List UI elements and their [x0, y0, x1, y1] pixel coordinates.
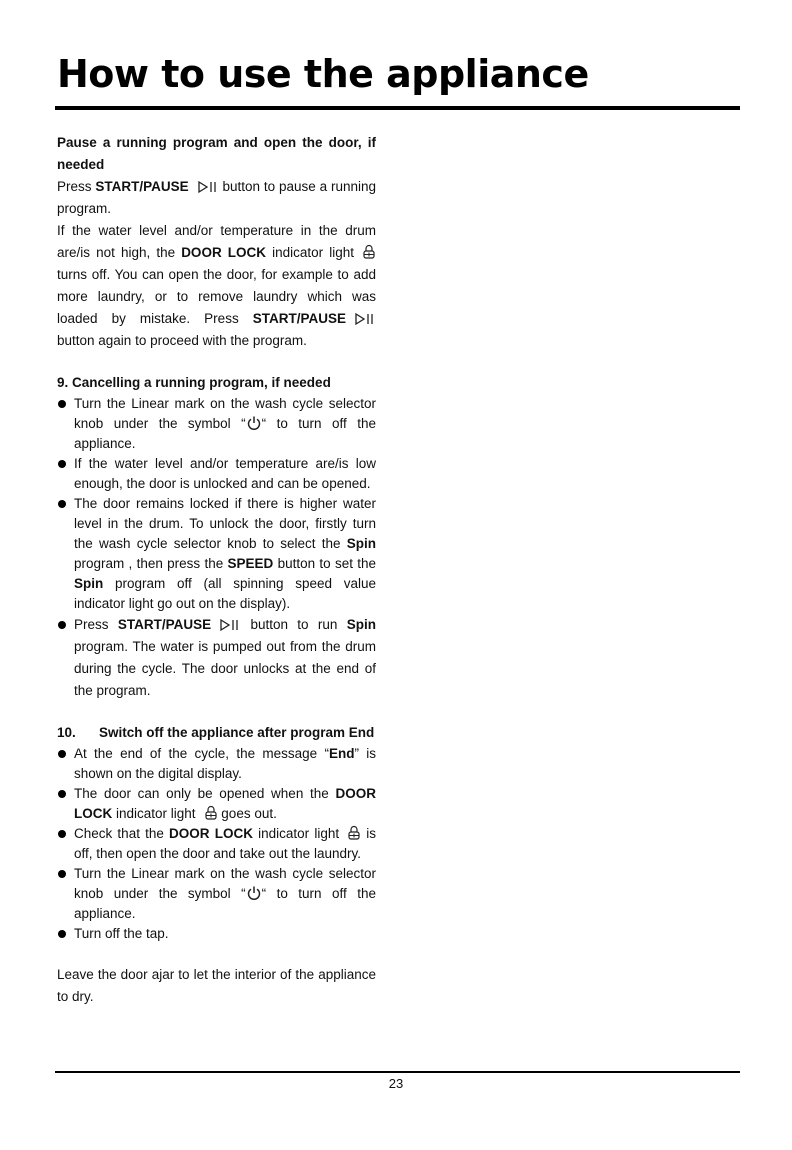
footer-divider [55, 1071, 740, 1073]
power-icon [246, 885, 262, 901]
list-item: Turn the Linear mark on the wash cycle selector knob under the symbol “ “ to turn off the appliance. [57, 864, 376, 924]
door-lock-icon [347, 825, 361, 841]
pause-paragraph-2: If the water level and/or temperature in the drum are/is not high, the DOOR LOCK indicator light turns off. You can open the door, for example to add more laundry, or to remove laundry which was loaded by mistake. Press START/PAUSE button again to proceed with the program. [57, 223, 376, 348]
page-title: How to use the appliance [57, 52, 589, 96]
section-9-list [57, 394, 376, 702]
list-item: Turn the Linear mark on the wash cycle selector knob under the symbol “ “ to turn off the appliance. [57, 394, 376, 454]
list-item: Check that the DOOR LOCK indicator light is off, then open the door and take out the laundry. [57, 824, 376, 864]
pause-paragraph-1: Press START/PAUSE button to pause a running program. [57, 179, 376, 216]
list-item: Turn off the tap. [57, 924, 376, 944]
door-lock-icon [362, 244, 376, 260]
list-item: The door can only be opened when the DOOR LOCK indicator light goes out. [57, 784, 376, 824]
play-pause-icon [219, 618, 241, 632]
power-icon [246, 415, 262, 431]
closing-paragraph: Leave the door ajar to let the interior of the appliance to dry. [57, 967, 376, 1004]
section-10-heading: 10. Switch off the appliance after program End [57, 725, 375, 740]
list-item: The door remains locked if there is higher water level in the drum. To unlock the door, firstly turn the wash cycle selector knob to select the Spin program , then press the SPEED button to set the Spin program off (all spinning speed value indicator light go out on the display). [57, 494, 376, 614]
door-lock-icon [204, 805, 218, 821]
list-item: At the end of the cycle, the message “End” is shown on the digital display. [57, 744, 376, 784]
page-number: 23 [388, 1076, 404, 1091]
list-item: If the water level and/or temperature are/is low enough, the door is unlocked and can be opened. [57, 454, 376, 494]
pause-heading: Pause a running program and open the door, if needed [57, 135, 376, 172]
list-item: Press START/PAUSE button to run Spin program. The water is pumped out from the drum during the cycle. The door unlocks at the end of the program. [57, 614, 376, 702]
play-pause-icon [197, 180, 219, 194]
title-divider [55, 106, 740, 110]
play-pause-icon [354, 312, 376, 326]
main-content [57, 132, 376, 1008]
section-9-heading: 9. Cancelling a running program, if needed [57, 375, 331, 390]
section-10-list [57, 744, 376, 944]
